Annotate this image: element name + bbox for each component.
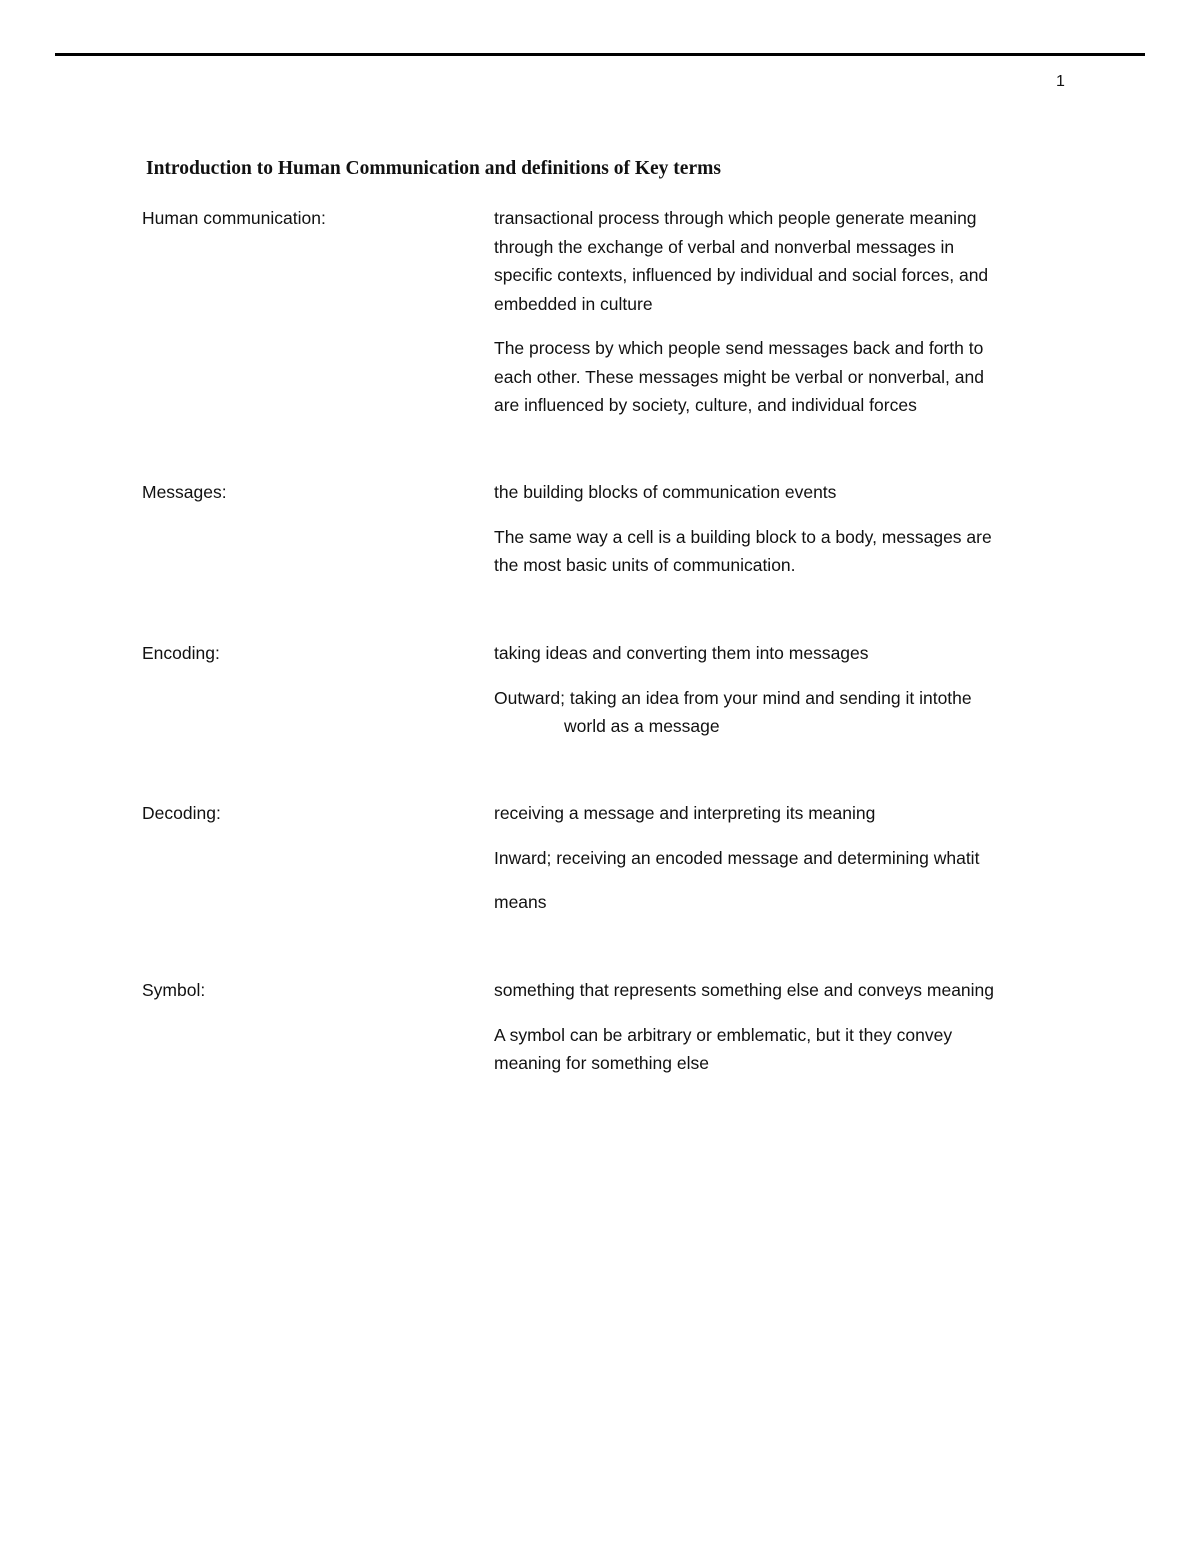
term-definitions xyxy=(494,976,1072,1094)
term-label: Messages: xyxy=(142,482,227,502)
definition-line: taking ideas and converting them into messages xyxy=(494,643,869,663)
explanation-text xyxy=(494,334,1072,420)
term-label: Symbol: xyxy=(142,980,206,1000)
explanation-text xyxy=(494,684,1072,741)
definition-line: receiving a message and interpreting its meaning xyxy=(494,803,876,823)
explanation-text xyxy=(494,1021,1072,1078)
explanation-line: are influenced by society, culture, and individual forces xyxy=(494,395,917,415)
definition-line: transactional process through which people generate meaning xyxy=(494,208,977,228)
definition-line: embedded in culture xyxy=(494,293,653,314)
explanation-line: world as a message xyxy=(564,716,720,736)
header-rule xyxy=(55,53,1145,56)
explanation-line: The same way a cell is a building block to a body, messages are xyxy=(494,526,992,547)
definition-text xyxy=(494,976,1072,1005)
explanation-line: A symbol can be arbitrary or emblematic, but it they convey xyxy=(494,1024,953,1045)
definition-text xyxy=(494,478,1072,507)
definition-text xyxy=(494,639,1072,668)
term-definitions xyxy=(494,799,1072,933)
explanation-line: meaning for something else xyxy=(494,1053,709,1073)
explanation-line: Inward; receiving an encoded message and determining whatit xyxy=(494,847,980,868)
term-label: Encoding: xyxy=(142,643,220,663)
explanation-line: means xyxy=(494,892,547,912)
term-definitions xyxy=(494,478,1072,596)
term-definitions xyxy=(494,204,1072,436)
explanation-line: the most basic units of communication. xyxy=(494,555,796,575)
explanation-line: Outward; taking an idea from your mind and sending it intothe xyxy=(494,687,972,708)
page-number: 1 xyxy=(1056,73,1065,90)
explanation-text xyxy=(494,523,1072,580)
explanation-line: each other. These messages might be verbal or nonverbal, and xyxy=(494,366,984,387)
term-label: Decoding: xyxy=(142,803,221,823)
term-definitions xyxy=(494,639,1072,757)
definition-line: the building blocks of communication events xyxy=(494,482,837,502)
explanation-line: The process by which people send messages back and forth to xyxy=(494,338,984,358)
definition-text xyxy=(494,799,1072,828)
definition-line: specific contexts, influenced by individual and social forces, and xyxy=(494,265,989,285)
definition-line: through the exchange of verbal and nonverbal messages in xyxy=(494,236,955,257)
definition-line: something that represents something else and conveys meaning xyxy=(494,980,995,1000)
definition-text xyxy=(494,204,1072,318)
explanation-text xyxy=(494,844,1072,917)
term-label: Human communication: xyxy=(142,208,326,228)
document-title: Introduction to Human Communication and definitions of Key terms xyxy=(146,158,721,179)
